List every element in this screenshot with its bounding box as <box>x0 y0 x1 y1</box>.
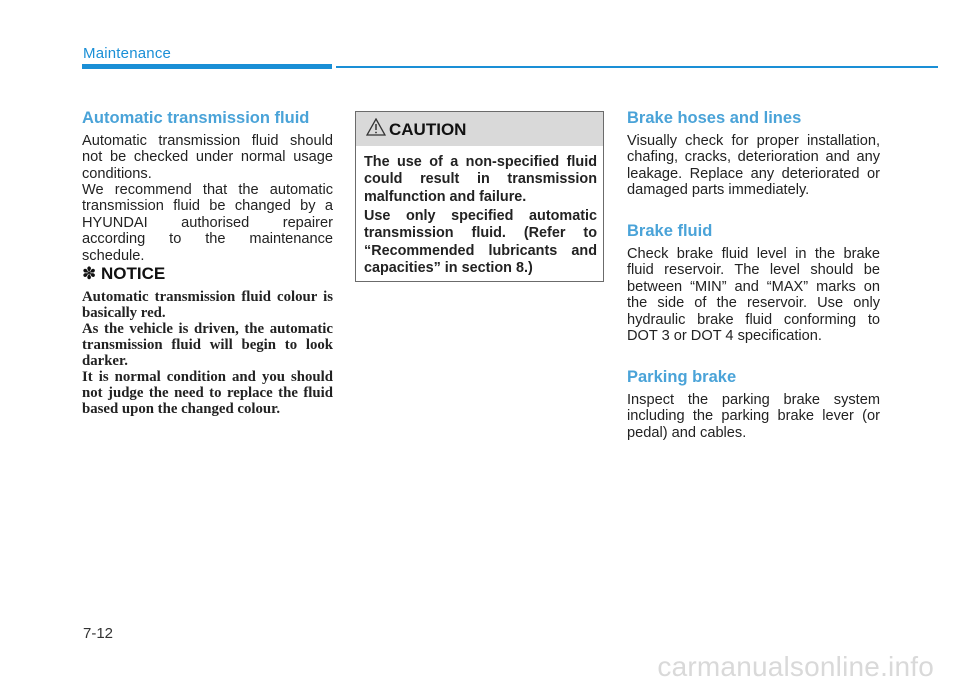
header-rule-thin <box>336 66 938 68</box>
brake-fluid-body: Check brake fluid level in the brake fluid reservoir. The level should be between “MIN” and “MAX” marks on the side of the reservoir. Use only hydraulic brake fluid conforming to DOT 3 or DOT 4 specification. <box>627 246 880 345</box>
notice-title: NOTICE <box>100 264 166 283</box>
atf-body: Automatic transmission fluid should not be checked under normal usage conditions. <box>82 133 333 182</box>
watermark-text: carmanualsonline.info <box>657 651 934 682</box>
notice-symbol-icon: ✽ <box>82 264 97 283</box>
parking-brake-body: Inspect the parking brake system including the parking brake lever (or pedal) and cables. <box>627 392 880 441</box>
warning-triangle-icon <box>366 118 386 136</box>
notice-heading <box>82 264 165 284</box>
section-label: Maintenance <box>83 45 172 62</box>
caution-paragraph-1: The use of a non-specified fluid could result in transmission malfunction and failure. <box>364 154 597 205</box>
caution-header <box>356 112 603 146</box>
parking-brake-heading: Parking brake <box>627 368 737 386</box>
caution-title: CAUTION <box>389 120 467 139</box>
atf-body-2: We recommend that the automatic transmission fluid be changed by a HYUNDAI authorised repairer according to the maintenance schedule. <box>82 182 333 264</box>
brake-hoses-body: Visually check for proper installation, chafing, cracks, deterioration and any leakage. Replace any deteriorated or damaged parts immediately. <box>627 133 880 199</box>
notice-paragraph-2: As the vehicle is driven, the automatic transmission fluid will begin to look darker. <box>82 321 333 370</box>
atf-heading: Automatic transmission fluid <box>82 109 310 127</box>
page-number: 7-12 <box>83 625 114 642</box>
brake-fluid-heading: Brake fluid <box>627 222 713 240</box>
header-rule-thick <box>82 64 332 69</box>
notice-paragraph-1: Automatic transmission fluid colour is basically red. <box>82 289 333 322</box>
caution-box <box>355 111 604 282</box>
caution-paragraph-2: Use only specified automatic transmission fluid. (Refer to “Recommended lubricants and capacities” in section 8.) <box>364 208 597 277</box>
brake-hoses-heading: Brake hoses and lines <box>627 109 802 127</box>
notice-paragraph-3: It is normal condition and you should not judge the need to replace the fluid based upon the changed colour. <box>82 369 333 418</box>
